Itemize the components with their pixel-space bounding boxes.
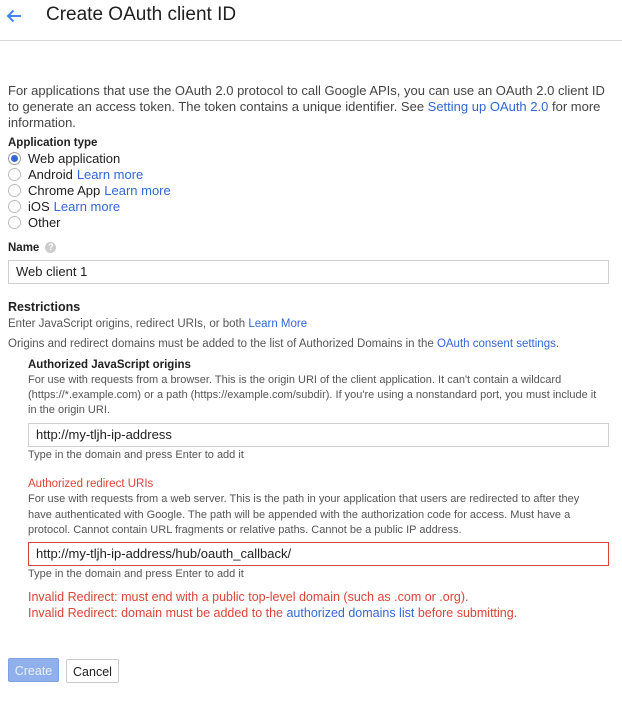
radio-option-other[interactable] (8, 214, 61, 230)
js-origins-input[interactable]: http://my-tljh-ip-address (28, 423, 609, 447)
learn-more-link[interactable]: Learn more (76, 166, 144, 182)
redirect-uris-title: Authorized redirect URIs (28, 478, 154, 490)
learn-more-link[interactable]: Learn more (53, 198, 121, 214)
radio-button[interactable] (8, 200, 21, 213)
error-tld: Invalid Redirect: must end with a public top-level domain (such as .com or .org). (28, 590, 469, 604)
error-authorized-domain: Invalid Redirect: domain must be added to the authorized domains list before submitting. (28, 606, 518, 620)
js-origins-title: Authorized JavaScript origins (28, 359, 191, 371)
name-label: Name ? (8, 242, 56, 254)
redirect-uri-hint: Type in the domain and press Enter to add it (28, 568, 244, 580)
radio-option-chrome-app[interactable] (8, 182, 171, 198)
radio-button[interactable] (8, 168, 21, 181)
radio-button[interactable] (8, 184, 21, 197)
radio-button[interactable] (8, 216, 21, 229)
help-icon[interactable]: ? (45, 242, 56, 253)
redirect-uris-desc: For use with requests from a web server. This is the path in your application that users are redirected to after they have authenticated with Google. The path will be appended with the authorization code for access. Must have a protocol. Cannot contain URL fragments or relative paths. Cannot be a public IP address. (28, 493, 580, 536)
redirect-uri-input[interactable]: http://my-tljh-ip-address/hub/oauth_callback/ (28, 542, 609, 566)
page-title: Create OAuth client ID (46, 4, 237, 25)
radio-button[interactable] (8, 152, 21, 165)
create-button[interactable]: Create (8, 658, 59, 682)
radio-label: iOS (28, 198, 50, 214)
authorized-domains-link[interactable]: authorized domains list (286, 606, 415, 620)
radio-label: Other (28, 214, 61, 230)
name-input[interactable]: Web client 1 (8, 260, 609, 284)
restrictions-line1: Enter JavaScript origins, redirect URIs, or both Learn More (8, 318, 308, 330)
radio-option-android[interactable] (8, 166, 143, 182)
setting-up-oauth-link[interactable]: Setting up OAuth 2.0 (427, 99, 549, 114)
radio-label: Web application (28, 150, 121, 166)
js-origins-desc: For use with requests from a browser. This is the origin URI of the client application. It can't contain a wildcard (https://*.example.com) or a path (https://example.com/subdir). If you're using a nonstandard port, you must include it in the origin URI. (28, 374, 597, 416)
arrow-left-icon[interactable] (4, 6, 24, 26)
oauth-consent-settings-link[interactable]: OAuth consent settings (436, 338, 556, 350)
radio-option-ios[interactable] (8, 198, 120, 214)
restrictions-title: Restrictions (8, 300, 81, 314)
learn-more-link[interactable]: Learn More (248, 318, 308, 330)
js-origins-hint: Type in the domain and press Enter to add it (28, 449, 244, 461)
intro-text: For applications that use the OAuth 2.0 protocol to call Google APIs, you can use an OAuth 2.0 client ID to generate an access token. The token contains a unique identifier. See Setting up OAuth 2.0 for more information. (8, 83, 605, 130)
radio-label: Chrome App (28, 182, 101, 198)
restrictions-line2: Origins and redirect domains must be added to the list of Authorized Domains in the OAuth consent settings. (8, 338, 560, 350)
radio-label: Android (28, 166, 73, 182)
learn-more-link[interactable]: Learn more (104, 182, 171, 198)
page-header (0, 0, 622, 41)
cancel-button[interactable]: Cancel (66, 659, 119, 683)
radio-option-web-application[interactable] (8, 150, 120, 166)
application-type-label: Application type (8, 137, 98, 149)
